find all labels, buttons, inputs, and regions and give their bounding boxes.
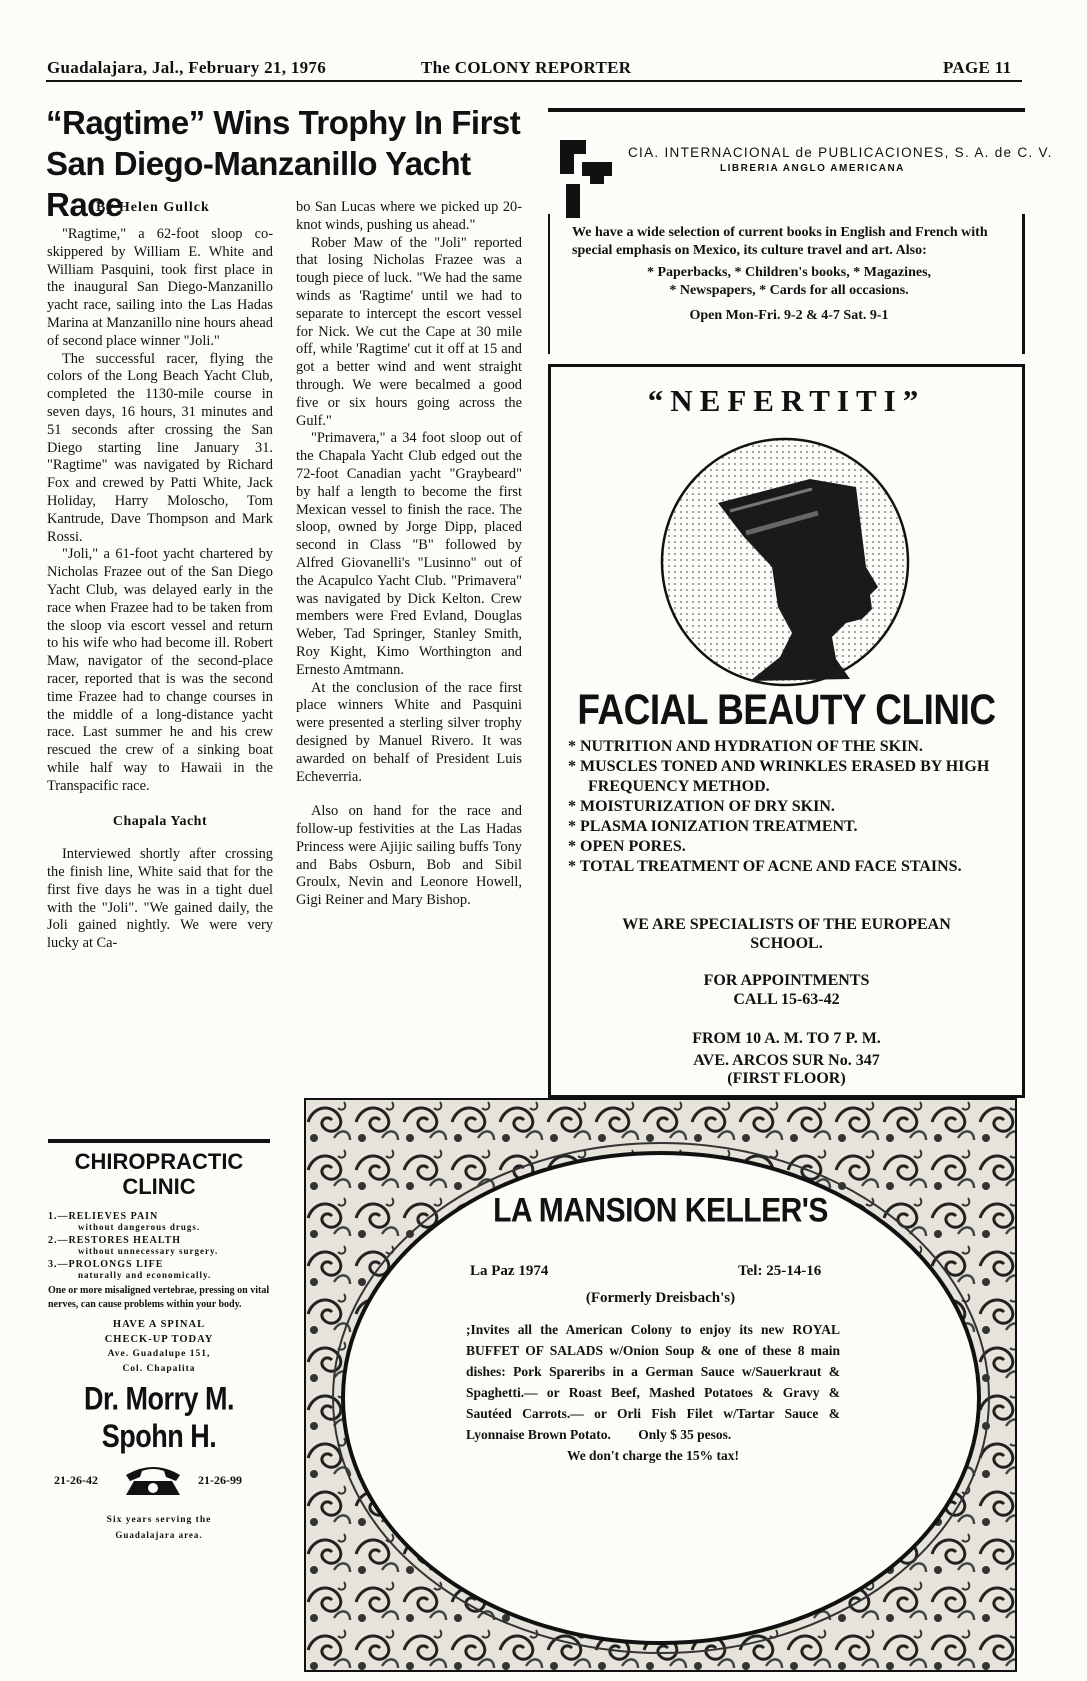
publisher-subtitle: LIBRERIA ANGLO AMERICANA <box>720 163 905 174</box>
chiro-address-2: Col. Chapalita <box>122 1364 196 1374</box>
doctor-name: Dr. Morry M. Spohn H. <box>83 1380 235 1454</box>
clinic-address: AVE. ARCOS SUR No. 347 <box>693 1052 880 1069</box>
list-item: * MUSCLES TONED AND WRINKLES ERASED BY HIGH FREQUENCY METHOD. <box>568 758 990 795</box>
publisher-logo-icon <box>560 140 620 220</box>
list-item: * PLASMA IONIZATION TREATMENT. <box>568 818 858 835</box>
specialists-text: WE ARE SPECIALISTS OF THE EUROPEAN SCHOOL. <box>622 916 951 952</box>
clinic-floor: (FIRST FLOOR) <box>727 1070 846 1087</box>
chiro-address-1: Ave. Guadalupe 151, <box>107 1349 211 1359</box>
list-item: * NUTRITION AND HYDRATION OF THE SKIN. <box>568 738 923 755</box>
paragraph: "Primavera," a 34 foot sloop out of the Chapala Yacht Club edged out the 72-foot Canadian yacht "Graybeard" by half a length to become the first Mexican vessel to finish the race. The sloop, owned by Jorge Dipp, placed second in Class "B" followed by Alfred Giovanelli's "Lusinno" out of the Acapulco Yacht Club. "Primavera" was navigated by Dick Kelton. Crew members were Fred Evland, Douglas Weber, Tad Springer, Stanley Smith, Roy Kight, Kimo Worthington and Ernesto Amtmann. <box>296 430 522 678</box>
paragraph: At the conclusion of the race first place winners White and Pasquini were presented a sterling silver trophy designed by Manuel Rivero. It was awarded on behalf of President Luis Echeverria. <box>296 679 522 785</box>
nefertiti-services-list <box>568 737 1014 877</box>
publisher-ad-hours: Open Mon-Fri. 9-2 & 4-7 Sat. 9-1 <box>689 308 889 323</box>
ad-top-rule <box>548 108 1025 112</box>
facial-clinic-title: FACIAL BEAUTY CLINIC <box>577 685 996 733</box>
paragraph: bo San Lucas where we picked up 20-knot winds, pushing us ahead." <box>296 199 522 233</box>
mansion-body <box>466 1319 840 1466</box>
paragraph: "Ragtime," a 62-foot sloop co-skippered by William E. White and William Pasquini, took first place in the inaugural San Diego-Manzanillo yacht race, sailing into the Las Hadas Marina at Manzanillo nine hours ahead of second place winner "Joli." <box>47 226 273 349</box>
chiro-top-rule <box>48 1139 270 1143</box>
list-item: * MOISTURIZATION OF DRY SKIN. <box>568 798 835 815</box>
nefertiti-title: “NEFERTITI” <box>647 383 926 418</box>
paragraph: Rober Maw of the "Joli" reported that losing Nicholas Frazee was a tough piece of luck. "We had the same winds as 'Ragtime' until we had to separate to intercept the escort vessel for Nick. We cut the Cape at 30 mile off, while 'Ragtime' cut it off at 15 and got a better wind and went straight through. We were becalmed a good five or six hours going across the Gulf." <box>296 234 522 429</box>
chiro-item-3: 3.—PROLONGS LIFE <box>48 1259 164 1270</box>
publisher-ad-text <box>572 224 1006 325</box>
chiro-phones <box>48 1461 270 1501</box>
dateline: Guadalajara, Jal., February 21, 1976 <box>47 58 327 77</box>
chiro-item-2-detail: without unnecessary surgery. <box>78 1246 219 1256</box>
nefertiti-portrait-icon <box>660 437 910 687</box>
appointments-label: FOR APPOINTMENTS <box>703 972 870 989</box>
list-item: * TOTAL TREATMENT OF ACNE AND FACE STAINS. <box>568 858 962 875</box>
chiro-item-1-detail: without dangerous drugs. <box>78 1222 201 1232</box>
paragraph: The successful racer, flying the colors of the Long Beach Yacht Club, completed the 1130-mile course in seven days, 16 hours, 31 minutes and 51 seconds after crossing the San Diego starting line January 31. "Ragtime" was navigated by Richard Fox and crewed by Patti White, Jack Holiday, Harry Moloscho, Tom Kantrude, Dave Thompson and Mark Rossi. <box>47 350 273 545</box>
mansion-menu-text: ;Invites all the American Colony to enjoy its new ROYAL BUFFET OF SALADS w/Onion Soup & one of these 8 main dishes: Pork Spareribs in a German Sauce w/Sauerkraut & Spaghetti.— or Roast Beef, Mashed Potatoes & Gravy & Sautéed Carrots.— or Orli Fish Filet w/Tartar Sauce & Lyonnaise Brown Potato. <box>466 1322 840 1442</box>
mansion-price: Only $ 35 pesos. <box>638 1427 732 1442</box>
publisher-ad-items-2: * Newspapers, * Cards for all occasions. <box>669 282 909 298</box>
byline: By Helen Gullck <box>96 200 210 215</box>
headline-line-2: San Diego-Manzanillo Yacht Race <box>46 145 471 223</box>
chiro-item-1: 1.—RELIEVES PAIN <box>48 1211 159 1222</box>
mansion-formerly: (Formerly Dreisbach's) <box>585 1290 736 1306</box>
ad-left-rule <box>548 214 550 354</box>
chiro-years-1: Six years serving the <box>106 1515 212 1525</box>
article-column-2 <box>296 199 522 910</box>
chiro-item-2: 2.—RESTORES HEALTH <box>48 1235 182 1246</box>
paragraph: Interviewed shortly after crossing the finish line, White said that for the first five days he was in a tight duel with the "Joli". "We gained daily, the Joli gained nightly. We were very lucky at Ca- <box>47 846 273 952</box>
publisher-ad-items-1: * Paperbacks, * Children's books, * Magazines, <box>646 265 932 280</box>
chiro-phone-2: 21-26-99 <box>198 1473 242 1487</box>
chiro-checkup-2: CHECK-UP TODAY <box>104 1334 214 1345</box>
ad-right-rule <box>1022 214 1025 354</box>
mansion-phone: Tel: 25-14-16 <box>738 1263 822 1279</box>
clinic-hours: FROM 10 A. M. TO 7 P. M. <box>692 1030 881 1047</box>
publisher-ad-body: We have a wide selection of current books in English and French with special emphasis on Mexico, its culture travel and art. Also: <box>572 225 988 258</box>
chiro-checkup-1: HAVE A SPINAL <box>112 1319 206 1330</box>
chiro-phone-1: 21-26-42 <box>54 1473 98 1487</box>
chiro-title-2: CLINIC <box>122 1174 196 1199</box>
newspaper-name: The COLONY REPORTER <box>421 58 632 77</box>
chiro-note: One or more misaligned vertebrae, pressing on vital nerves, can cause problems within your body. <box>48 1285 270 1310</box>
list-item: * OPEN PORES. <box>568 838 686 855</box>
paragraph: "Joli," a 61-foot yacht chartered by Nicholas Frazee out of the San Diego Yacht Club, was delayed early in the race when Frazee had to be taken from the sloop via escort vessel and return to his wife who had become ill. Robert Maw, navigator of the second-place racer, reported that is was the second time Frazee had to change courses in the middle of a long-distance yacht race. Last summer he and his crew rescued the crew of a sinking boat while half way to Hawaii in the Transpacific race. <box>47 546 273 794</box>
header-rule <box>46 80 1022 82</box>
mansion-tax-note: We don't charge the 15% tax! <box>566 1448 740 1463</box>
telephone-icon <box>120 1461 186 1497</box>
article-column-1 <box>47 226 273 953</box>
publisher-name: CIA. INTERNACIONAL de PUBLICACIONES, S. A. de C. V. <box>628 145 1053 160</box>
article-subhead: Chapala Yacht <box>112 813 208 829</box>
headline-line-1: “Ragtime” Wins Trophy In First <box>46 104 521 141</box>
paragraph: Also on hand for the race and follow-up festivities at the Las Hadas Princess were Ajijic sailing buffs Tony and Babs Osburn, Bob and Sibil Groulx, Nevin and Leonore Howell, Gigi Reiner and Mary Bishop. <box>296 803 522 909</box>
mansion-title: LA MANSION KELLER'S <box>493 1191 828 1230</box>
appointments-phone: CALL 15-63-42 <box>733 991 840 1008</box>
page-number: PAGE 11 <box>943 58 1012 77</box>
chiro-years-2: Guadalajara area. <box>115 1530 203 1540</box>
chiropractic-ad <box>48 1147 270 1543</box>
chiro-title-1: CHIROPRACTIC <box>74 1149 244 1174</box>
chiro-item-3-detail: naturally and economically. <box>78 1270 212 1280</box>
mansion-address: La Paz 1974 <box>470 1263 549 1279</box>
